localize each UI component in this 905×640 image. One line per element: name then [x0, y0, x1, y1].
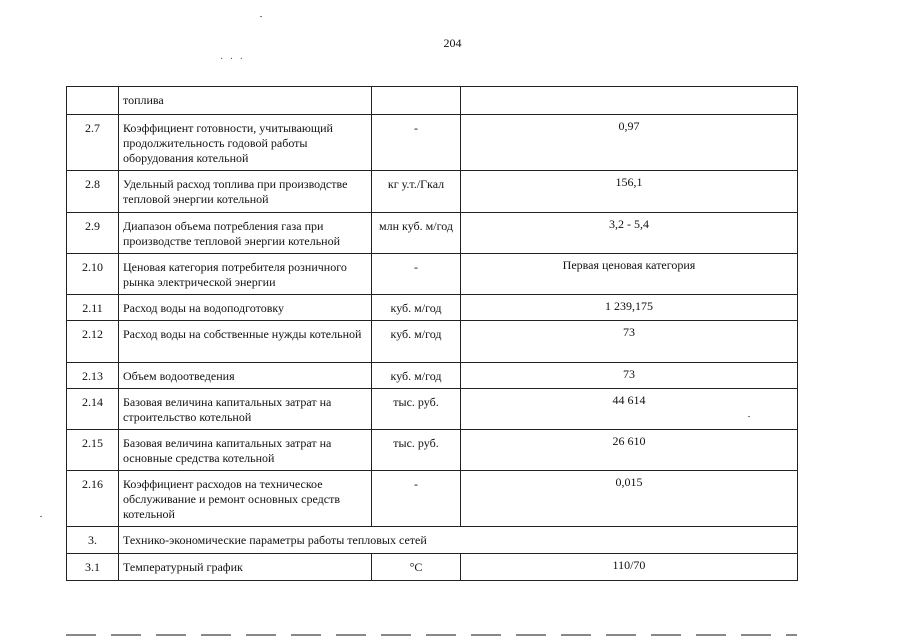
row-value — [461, 87, 798, 115]
row-number: 2.16 — [67, 471, 119, 527]
row-number: 2.8 — [67, 171, 119, 213]
row-unit: - — [372, 254, 461, 295]
row-number: 2.12 — [67, 321, 119, 363]
scan-marks: · · · — [220, 54, 245, 65]
row-name: Коэффициент готовности, учитывающий продолжительность годовой работы оборудования котельной — [119, 115, 372, 171]
scan-speck — [748, 416, 750, 417]
table-row — [67, 321, 798, 363]
row-name: Расход воды на водоподготовку — [119, 295, 372, 321]
table-row — [67, 171, 798, 213]
row-unit: куб. м/год — [372, 363, 461, 389]
row-unit: - — [372, 115, 461, 171]
parameters-table — [66, 86, 798, 581]
table-row — [67, 87, 798, 115]
row-value: 3,2 - 5,4 — [461, 213, 798, 254]
row-name: топлива — [119, 87, 372, 115]
row-number: 2.11 — [67, 295, 119, 321]
row-number — [67, 87, 119, 115]
row-name: Расход воды на собственные нужды котельной — [119, 321, 372, 363]
row-name: Объем водоотведения — [119, 363, 372, 389]
table-row — [67, 389, 798, 430]
table-row — [67, 554, 798, 581]
row-unit: тыс. руб. — [372, 389, 461, 430]
row-value: 0,97 — [461, 115, 798, 171]
section-row — [67, 527, 798, 554]
table-row — [67, 254, 798, 295]
row-unit: кг у.т./Гкал — [372, 171, 461, 213]
row-value: 156,1 — [461, 171, 798, 213]
section-number: 3. — [67, 527, 119, 554]
scan-speck — [40, 516, 42, 517]
row-name: Базовая величина капитальных затрат на основные средства котельной — [119, 430, 372, 471]
row-unit: тыс. руб. — [372, 430, 461, 471]
table-row — [67, 295, 798, 321]
row-value: 73 — [461, 321, 798, 363]
row-name: Коэффициент расходов на техническое обслуживание и ремонт основных средств котельной — [119, 471, 372, 527]
row-unit: - — [372, 471, 461, 527]
table-row — [67, 471, 798, 527]
bottom-scan-edge — [66, 634, 797, 636]
row-name: Удельный расход топлива при производстве тепловой энергии котельной — [119, 171, 372, 213]
table-row — [67, 213, 798, 254]
row-value: 0,015 — [461, 471, 798, 527]
row-unit: куб. м/год — [372, 295, 461, 321]
row-unit: млн куб. м/год — [372, 213, 461, 254]
row-unit — [372, 87, 461, 115]
row-number: 2.7 — [67, 115, 119, 171]
row-unit: куб. м/год — [372, 321, 461, 363]
table-row — [67, 430, 798, 471]
row-number: 2.9 — [67, 213, 119, 254]
row-number: 2.10 — [67, 254, 119, 295]
row-name: Температурный график — [119, 554, 372, 581]
row-number: 2.14 — [67, 389, 119, 430]
row-value: Первая ценовая категория — [461, 254, 798, 295]
row-name: Ценовая категория потребителя розничного рынка электрической энергии — [119, 254, 372, 295]
row-unit: °С — [372, 554, 461, 581]
row-value: 73 — [461, 363, 798, 389]
row-number: 3.1 — [67, 554, 119, 581]
table-row — [67, 363, 798, 389]
scan-speck — [260, 16, 262, 17]
row-name: Базовая величина капитальных затрат на строительство котельной — [119, 389, 372, 430]
row-value: 1 239,175 — [461, 295, 798, 321]
section-title: Технико-экономические параметры работы тепловых сетей — [119, 527, 798, 554]
row-value: 110/70 — [461, 554, 798, 581]
row-value: 44 614 — [461, 389, 798, 430]
row-name: Диапазон объема потребления газа при производстве тепловой энергии котельной — [119, 213, 372, 254]
parameters-table-container — [66, 86, 797, 581]
row-value: 26 610 — [461, 430, 798, 471]
row-number: 2.15 — [67, 430, 119, 471]
table-row — [67, 115, 798, 171]
row-number: 2.13 — [67, 363, 119, 389]
page-number: 204 — [443, 36, 462, 50]
